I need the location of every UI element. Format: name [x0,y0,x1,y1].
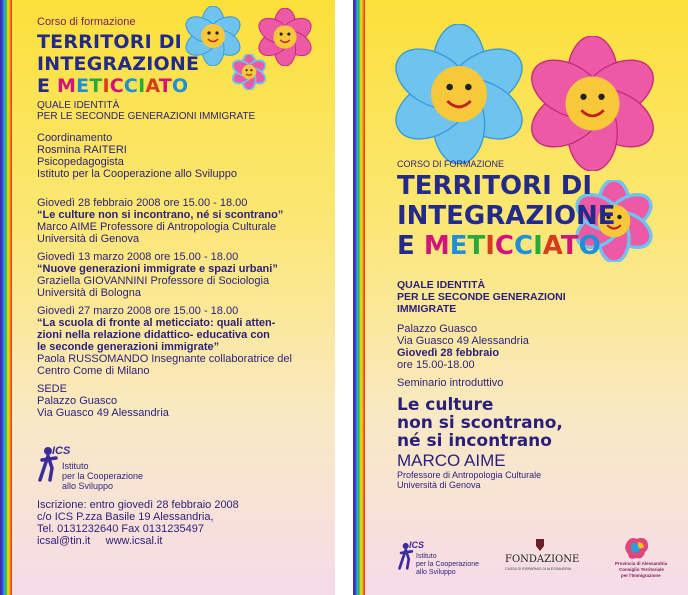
ics-line1: Istituto [62,461,89,471]
s3-title2: zioni nella relazione didattico- educativa con [37,329,270,341]
meticciato-letter: C [494,231,514,261]
big-blue-flower-icon [389,24,529,164]
venue-1: Palazzo Guasco [397,323,478,335]
venue-date: Giovedì 28 febbraio [397,347,500,359]
talk-line1: Le culture [397,395,494,415]
fondazione-text: FONDAZIONE [505,554,580,565]
sede-place: Palazzo Guasco [37,395,118,407]
ics-line2: per la Cooperazione [416,561,480,568]
meticciato-letter: T [158,75,172,97]
ics-logo [398,540,480,576]
rainbow-stripe [353,0,365,595]
ics-line1: Istituto [416,553,437,560]
reg-line3: Tel. 0131232640 Fax 0131235497 [37,523,204,535]
title-meticciato [57,75,188,97]
subtitle-2: PER LE SECONDE GENERAZIONI IMMIGRATE [37,111,256,122]
course-label: Corso di formazione [37,16,136,28]
s1-speaker: Marco AIME Professore di Antropologia Culturale [37,221,277,233]
rainbow-stripe [0,0,12,595]
meticciato-letter: E [449,231,468,261]
meticciato-letter: A [542,231,561,261]
s3-title1: “La scuola di fronte al meticciato: quali atten- [37,317,276,329]
speaker-name: MARCO AIME [397,451,506,470]
ics-logo-text: ICS [409,540,425,550]
s3-speaker: Paola RUSSOMANDO Insegnante collaboratrice del [37,353,292,365]
ics-line2: per la Cooperazione [62,471,144,481]
meticciato-letter: I [102,75,110,97]
ics-line3: allo Sviluppo [62,481,114,491]
provincia-line3: per l'Immigrazione [621,573,661,578]
s2-univ: Università di Bologna [37,287,141,299]
title-line3 [397,233,601,260]
speaker-role1: Professore di Antropologia Culturale [397,470,542,480]
right-flyer-panel [353,0,688,595]
speaker-role2: Università di Genova [397,480,481,490]
subtitle-1: QUALE IDENTITÀ [397,279,486,291]
talk-line2: non si scontrano, [397,413,563,433]
coord-label: Coordinamento [37,132,113,144]
title-e: E [397,231,424,261]
title-line1: TERRITORI DI [37,31,182,53]
s1-univ: Università di Genova [37,233,140,245]
meticciato-letter: M [423,231,450,261]
fondazione-logo [503,538,580,580]
title-line2: INTEGRAZIONE [397,201,616,231]
meticciato-letter: C [109,75,124,97]
fondazione-emblem-icon [533,538,547,552]
s2-title: “Nuove generazioni immigrate e spazi urbani” [37,263,278,275]
meticciato-letter: T [467,231,486,261]
meticciato-letter: T [560,231,579,261]
title-e: E [37,75,57,97]
coord-name: Rosmina RAITERI [37,144,127,156]
meticciato-letter: C [123,75,139,97]
subtitle-1: QUALE IDENTITÀ [37,100,120,111]
ics-line3: allo Sviluppo [416,569,456,576]
s3-center: Centro Come di Milano [37,365,150,377]
title-line1: TERRITORI DI [397,171,593,201]
small-flower-icon [231,54,267,90]
s1-date: Giovedì 28 febbraio 2008 ore 15.00 - 18.00 [37,197,248,209]
meticciato-letter: I [485,231,495,261]
meticciato-letter: A [145,75,159,97]
meticciato-letter: O [171,75,189,97]
big-pink-flower-icon [525,36,660,171]
talk-line3: né si incontrano [397,431,552,451]
s2-date: Giovedì 13 marzo 2008 ore 15.00 - 18.00 [37,251,239,263]
s3-date: Giovedì 27 marzo 2008 ore 15.00 - 18.00 [37,305,239,317]
reg-line1: Iscrizione: entro giovedì 28 febbraio 2008 [37,499,239,511]
seminar-label: Seminario introduttivo [397,377,504,389]
reg-line2: c/o ICS P.zza Basile 19 Alessandria, [37,511,214,523]
sede-addr: Via Guasco 49 Alessandria [37,407,169,419]
reg-line4[interactable]: icsal@tin.it www.icsal.it [37,535,163,547]
ics-logo [38,445,144,491]
coord-org: Istituto per la Cooperazione allo Sviluppo [37,168,237,180]
ics-logo-text: ICS [52,445,71,457]
subtitle-2: PER LE SECONDE GENERAZIONI [397,291,566,303]
sede-label: SEDE [37,383,67,395]
meticciato-letter: M [57,75,77,97]
title-meticciato [424,231,601,261]
meticciato-letter: O [578,231,601,261]
title-line2: INTEGRAZIONE [37,53,200,75]
s3-title3: le seconde generazioni immigrate” [37,341,220,353]
provincia-line1: Provincia di Alessandria [615,561,668,566]
fondazione-sub: CASSA DI RISPARMIO DI ALESSANDRIA [505,567,572,571]
provincia-line2: Consiglio Territoriale [619,567,664,572]
provincia-map-icon [623,536,651,562]
venue-2: Via Guasco 49 Alessandria [397,335,529,347]
meticciato-letter: E [76,75,90,97]
venue-time: ore 15.00-18.00 [397,359,475,371]
subtitle-3: IMMIGRATE [397,303,457,315]
provincia-logo [615,536,681,584]
left-flyer-panel [0,0,335,595]
coord-role: Psicopedagogista [37,156,124,168]
meticciato-letter: I [138,75,146,97]
title-line3 [37,77,188,97]
meticciato-letter: I [533,231,543,261]
course-label: CORSO DI FORMAZIONE [397,159,505,169]
s2-speaker: Graziella GIOVANNINI Professore di Sociologia [37,275,270,287]
s1-title: “Le culture non si incontrano, né si scontrano” [37,209,284,221]
meticciato-letter: T [89,75,103,97]
meticciato-letter: C [513,231,534,261]
